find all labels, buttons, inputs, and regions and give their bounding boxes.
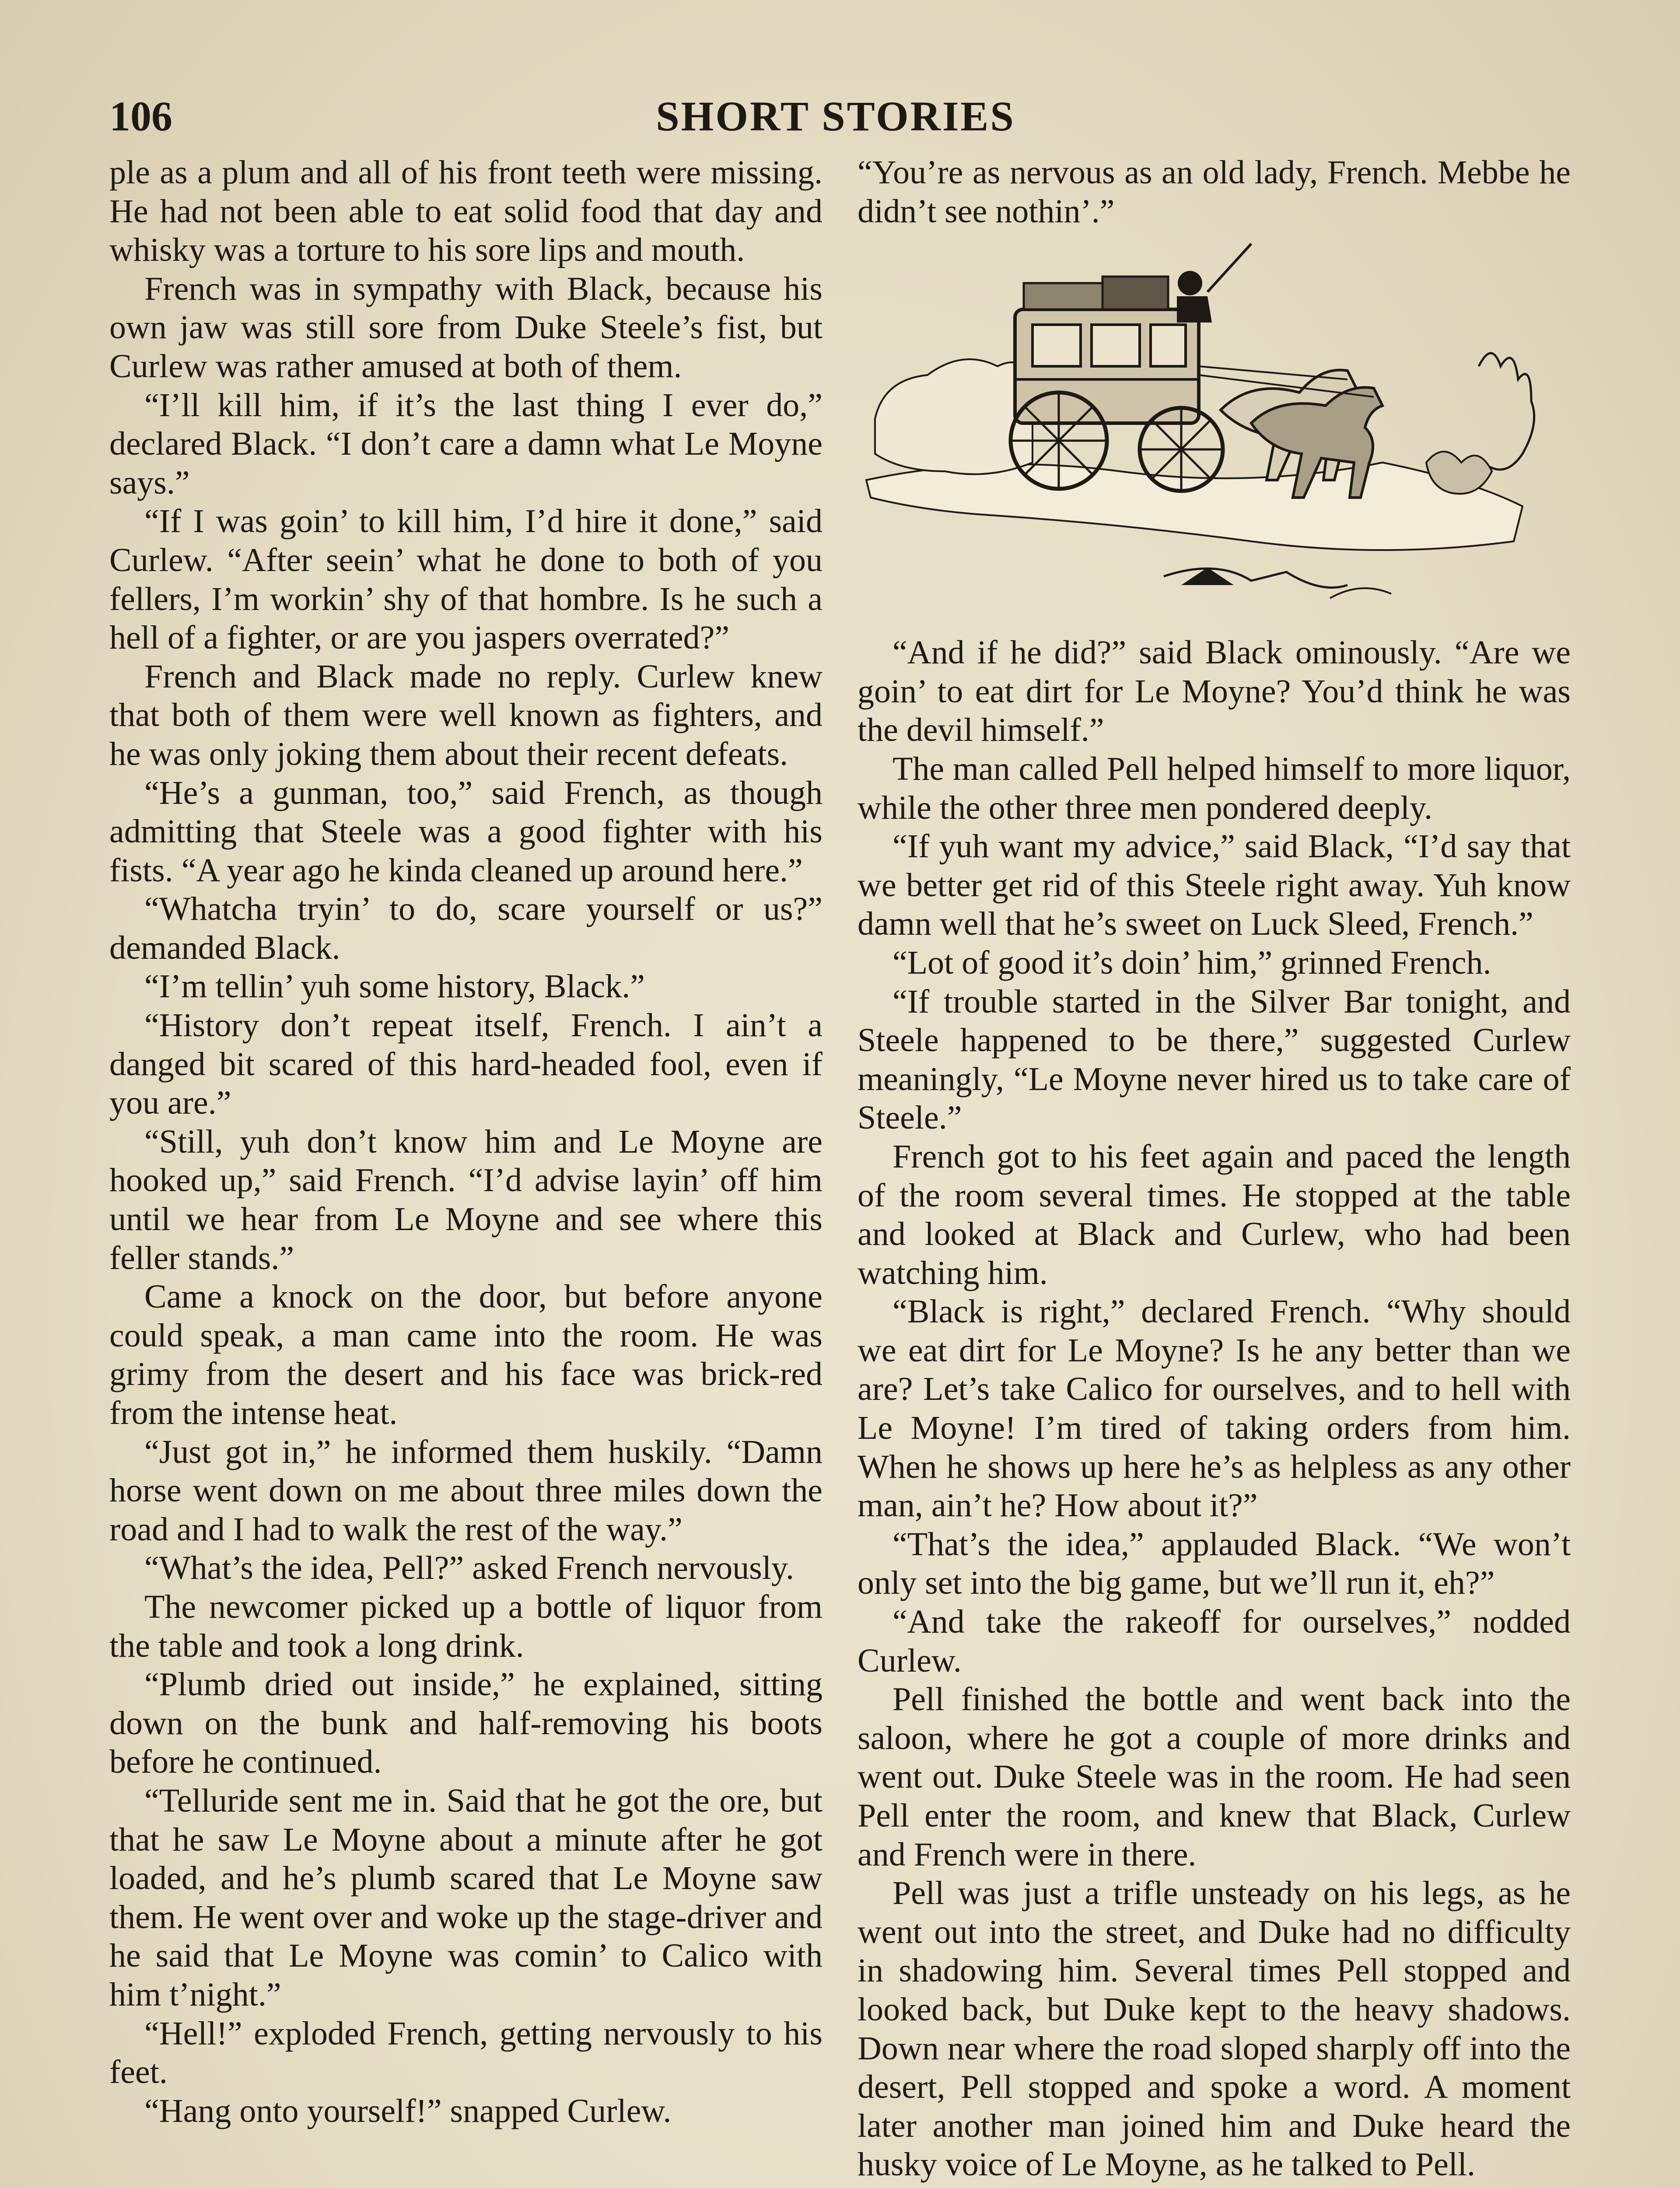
right-column: [858, 153, 1571, 2184]
paragraph: “Whatcha tryin’ to do, scare yourself or us?” demanded Black.: [109, 891, 822, 966]
paragraph: French and Black made no reply. Curlew knew that both of them were well known as fighters, and he was only joking them about their recent defeats.: [109, 658, 822, 772]
paragraph: “I’m tellin’ yuh some history, Black.”: [144, 968, 645, 1005]
paragraph: “If I was goin’ to kill him, I’d hire it done,” said Curlew. “After seein’ what he done to both of you fellers, I’m workin’ shy of that hombre. Is he such a hell of a fighter, or are you jaspers overrated?”: [109, 503, 822, 656]
left-column: [109, 153, 822, 2130]
paragraph: “Black is right,” declared French. “Why should we eat dirt for Le Moyne? Is he any better than we are? Let’s take Calico for ourselves, and to hell with Le Moyne! I’m tired of taking orders from him. When he shows up here he’s as helpless as any other man, ain’t he? How about it?”: [858, 1293, 1571, 1524]
page-header: [105, 92, 1566, 153]
paragraph: “If yuh want my advice,” said Black, “I’d say that we better get rid of this Steele right away. Yuh know damn well that he’s sweet on Luck Sleed, French.”: [858, 828, 1571, 943]
paragraph: ple as a plum and all of his front teeth were missing. He had not been able to eat solid food that day and whisky was a torture to his sore lips and mouth.: [109, 154, 822, 269]
paragraph: The man called Pell helped himself to more liquor, while the other three men pondered deeply.: [858, 750, 1571, 826]
paragraph: “That’s the idea,” applauded Black. “We won’t only set into the big game, but we’ll run it, eh?”: [858, 1525, 1571, 1602]
paragraph: “Hang onto yourself!” snapped Curlew.: [144, 2092, 672, 2129]
running-title: SHORT STORIES: [656, 93, 1015, 140]
paragraph: “And take the rakeoff for ourselves,” nodded Curlew.: [858, 1603, 1571, 1679]
paragraph: “He’s a gunman, too,” said French, as though admitting that Steele was a good fighter with his fists. “A year ago he kinda cleaned up around here.”: [109, 774, 822, 889]
paragraph: “Still, yuh don’t know him and Le Moyne are hooked up,” said French. “I’d advise layin’ off him until we hear from Le Moyne and see where this feller stands.”: [109, 1123, 822, 1276]
paragraph: “Plumb dried out inside,” he explained, sitting down on the bunk and half-removing his boots before he continued.: [109, 1666, 822, 1781]
paragraph: French got to his feet again and paced the length of the room several times. He stopped at the table and looked at Black and Curlew, who had been watching him.: [858, 1138, 1571, 1291]
paragraph: “And if he did?” said Black ominously. “Are we goin’ to eat dirt for Le Moyne? You’d think he was the devil himself.”: [858, 634, 1571, 749]
paragraph: “I’ll kill him, if it’s the last thing I ever do,” declared Black. “I don’t care a damn what Le Moyne says.”: [109, 386, 822, 501]
paragraph: The newcomer picked up a bottle of liquor from the table and took a long drink.: [109, 1588, 822, 1664]
paragraph: “If trouble started in the Silver Bar tonight, and Steele happened to be there,” suggested Curlew meaningly, “Le Moyne never hired us to take care of Steele.”: [858, 983, 1571, 1136]
paragraph: Pell was just a trifle unsteady on his legs, as he went out into the street, and Duke had no difficulty in shadowing him. Several times Pell stopped and looked back, but Duke kept to the heavy shadows. Down near where the road sloped sharply off into the desert, Pell stopped and spoke a word. A moment later another man joined him and Duke heard the husky voice of Le Moyne, as he talked to Pell.: [858, 1875, 1571, 2183]
paragraph: “Hell!” exploded French, getting nervously to his feet.: [109, 2015, 822, 2091]
paragraph: “Telluride sent me in. Said that he got the ore, but that he saw Le Moyne about a minute after he got loaded, and he’s plumb scared that Le Moyne saw them. He went over and woke up the stage-driver and he said that Le Moyne was comin’ to Calico with him t’night.”: [109, 1782, 822, 2013]
paragraph: Pell finished the bottle and went back into the saloon, where he got a couple of more drinks and went out. Duke Steele was in the room. He had seen Pell enter the room, and knew that Black, Curlew and French were in there.: [858, 1681, 1571, 1873]
paragraph: “Lot of good it’s doin’ him,” grinned French.: [892, 944, 1491, 981]
page-number: 106: [109, 93, 172, 140]
paragraph: “Just got in,” he informed them huskily. “Damn horse went down on me about three miles down the road and I had to walk the rest of the way.”: [109, 1433, 822, 1548]
right-column-bottom: [858, 633, 1571, 2184]
paragraph: Came a knock on the door, but before anyone could speak, a man came into the room. He was grimy from the desert and his face was brick-red from the intense heat.: [109, 1278, 822, 1431]
stagecoach-illustration-icon: [858, 235, 1571, 624]
paragraph: “History don’t repeat itself, French. I ain’t a danged bit scared of this hard-headed fool, even if you are.”: [109, 1007, 822, 1122]
paragraph: “You’re as nervous as an old lady, French. Mebbe he didn’t see nothin’.”: [858, 154, 1571, 230]
paragraph: “What’s the idea, Pell?” asked French nervously.: [144, 1550, 794, 1587]
paragraph: French was in sympathy with Black, because his own jaw was still sore from Duke Steele’s fist, but Curlew was rather amused at both of them.: [109, 270, 822, 385]
right-column-top: [858, 153, 1571, 231]
